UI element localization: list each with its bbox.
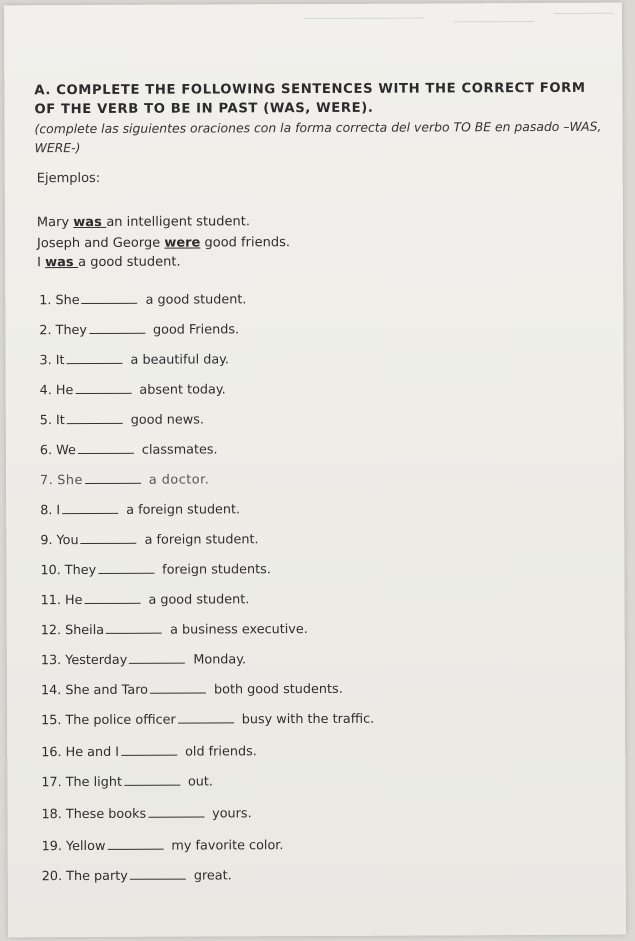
example-before: Mary — [36, 215, 74, 231]
item-subject: Sheila — [65, 622, 105, 639]
item-subject: She — [55, 293, 80, 309]
exercise-item — [41, 682, 343, 698]
item-subject: They — [64, 562, 97, 579]
item-number: 16. — [41, 745, 62, 761]
item-complement: good Friends. — [152, 322, 240, 338]
exercise-item — [41, 774, 213, 790]
item-complement: good news. — [130, 412, 205, 428]
item-complement: out. — [187, 774, 214, 790]
answer-blank[interactable] — [81, 533, 137, 544]
answer-blank[interactable] — [98, 563, 154, 574]
example-sentence — [37, 214, 250, 230]
exercise-item — [39, 352, 229, 368]
exercise-item — [41, 806, 251, 822]
example-after: a good student. — [78, 254, 181, 271]
item-number: 12. — [40, 623, 62, 639]
item-complement: busy with the traffic. — [241, 711, 375, 728]
item-number: 14. — [40, 683, 62, 699]
item-complement: great. — [193, 868, 232, 884]
exercise-item — [41, 592, 250, 608]
item-number: 10. — [40, 563, 61, 579]
exercise-item — [39, 322, 239, 338]
exercise-item — [39, 292, 246, 308]
example-verb: were — [164, 235, 201, 251]
answer-blank[interactable] — [78, 443, 134, 454]
item-number: 20. — [41, 869, 63, 885]
item-number: 9. — [40, 533, 53, 549]
exercise-item — [40, 562, 271, 578]
item-complement: a good student. — [145, 292, 247, 308]
answer-blank[interactable] — [178, 712, 234, 723]
answer-blank[interactable] — [107, 839, 163, 850]
examples-label: Ejemplos: — [36, 170, 101, 187]
example-sentence — [37, 235, 290, 251]
item-subject: It — [55, 353, 65, 369]
exercise-item — [41, 744, 257, 760]
bleed-through-marks — [304, 9, 614, 40]
item-complement: Monday. — [193, 652, 247, 668]
exercise-item — [41, 652, 246, 668]
answer-blank[interactable] — [75, 383, 131, 394]
item-subject: These books — [65, 806, 147, 823]
item-number: 6. — [39, 443, 53, 459]
item-subject: They — [55, 322, 88, 339]
exercise-item — [40, 382, 226, 398]
exercise-item — [40, 502, 240, 518]
example-before: I — [37, 255, 46, 271]
item-number: 13. — [40, 653, 62, 669]
item-subject: The light — [65, 774, 122, 791]
item-subject: The party — [66, 868, 128, 885]
answer-blank[interactable] — [150, 682, 206, 693]
answer-blank[interactable] — [129, 653, 185, 664]
item-subject: He — [55, 383, 74, 399]
answer-blank[interactable] — [85, 473, 141, 484]
item-subject: He and I — [65, 744, 120, 761]
item-subject: I — [56, 503, 61, 519]
example-after: good friends. — [200, 235, 291, 251]
item-subject: Yellow — [65, 838, 106, 855]
item-number: 4. — [39, 383, 52, 399]
exercise-item — [40, 442, 218, 458]
answer-blank[interactable] — [106, 623, 162, 634]
item-complement: absent today. — [139, 382, 226, 398]
exercise-item — [40, 412, 204, 428]
item-subject: The police officer — [65, 712, 176, 729]
item-number: 17. — [41, 775, 62, 791]
item-subject: She and Taro — [65, 682, 149, 699]
item-number: 1. — [39, 293, 52, 309]
item-number: 5. — [39, 413, 53, 429]
answer-blank[interactable] — [84, 593, 140, 604]
item-number: 7. — [40, 473, 54, 489]
example-after: an intelligent student. — [106, 214, 251, 230]
exercise-item — [40, 532, 258, 548]
item-complement: a doctor. — [148, 472, 210, 488]
item-subject: He — [64, 593, 83, 609]
item-complement: a beautiful day. — [130, 352, 230, 368]
item-complement: yours. — [212, 806, 252, 822]
item-complement: a business executive. — [170, 622, 308, 638]
exercise-item — [42, 868, 232, 884]
item-complement: a foreign student. — [144, 532, 259, 548]
answer-blank[interactable] — [82, 293, 138, 304]
answer-blank[interactable] — [124, 775, 180, 786]
item-complement: both good students. — [213, 681, 343, 698]
worksheet-title: A. COMPLETE THE FOLLOWING SENTENCES WITH THE CORRECT FORM OF THE VERB TO BE IN PAST (WAS, WERE). — [34, 80, 586, 118]
answer-blank[interactable] — [89, 323, 145, 334]
example-sentence — [37, 255, 181, 271]
exercise-item — [41, 712, 374, 728]
item-complement: my favorite color. — [171, 838, 284, 854]
worksheet-page — [4, 3, 626, 938]
example-verb: was — [45, 255, 79, 271]
item-number: 19. — [41, 839, 63, 855]
item-number: 8. — [40, 503, 53, 519]
exercise-item — [41, 622, 308, 638]
item-subject: It — [55, 413, 65, 429]
item-number: 15. — [41, 713, 62, 729]
answer-blank[interactable] — [67, 413, 123, 424]
example-before: Joseph and George — [36, 235, 165, 252]
item-subject: We — [56, 443, 76, 459]
item-complement: a foreign student. — [126, 502, 241, 518]
answer-blank[interactable] — [121, 745, 177, 756]
item-subject: She — [57, 473, 83, 489]
answer-blank[interactable] — [67, 353, 123, 364]
item-subject: Yesterday — [65, 652, 128, 669]
exercise-item — [40, 472, 209, 488]
item-complement: old friends. — [185, 744, 257, 760]
item-subject: You — [56, 533, 79, 549]
exercise-item — [42, 838, 284, 854]
item-number: 2. — [39, 323, 52, 339]
item-complement: classmates. — [141, 442, 218, 458]
item-number: 11. — [40, 593, 61, 609]
worksheet-subtitle: (complete las siguientes oraciones con la forma correcta del verbo TO BE en pasado –WAS, WERE-) — [34, 118, 602, 156]
item-complement: a good student. — [148, 592, 250, 608]
answer-blank[interactable] — [130, 869, 186, 880]
item-complement: foreign students. — [162, 562, 271, 578]
answer-blank[interactable] — [148, 806, 204, 817]
answer-blank[interactable] — [62, 503, 118, 514]
item-number: 3. — [39, 353, 52, 369]
item-number: 18. — [41, 807, 62, 823]
example-verb: was — [73, 214, 107, 231]
